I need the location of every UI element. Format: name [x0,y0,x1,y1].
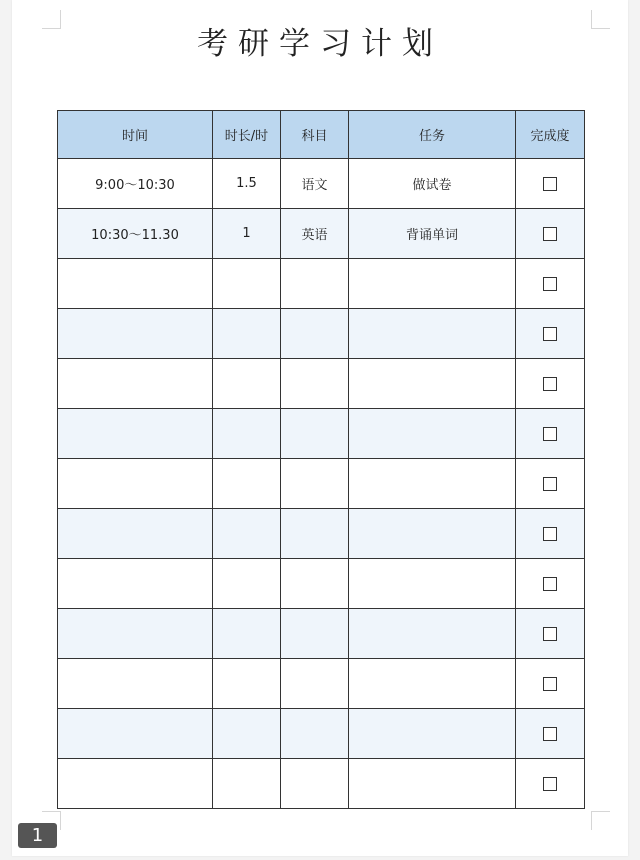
cell-subject[interactable]: 语文 [281,159,349,209]
cell-duration[interactable] [213,759,281,809]
completion-checkbox[interactable] [543,327,557,341]
page-title: 考研学习计划 [197,26,443,62]
cell-duration[interactable] [213,609,281,659]
cell-time[interactable] [58,459,213,509]
cell-time[interactable]: 9:00～10:30 [58,159,213,209]
cell-duration[interactable]: 1 [213,209,281,259]
cell-time[interactable] [58,359,213,409]
completion-checkbox[interactable] [543,677,557,691]
completion-checkbox[interactable] [543,227,557,241]
cell-task[interactable]: 背诵单词 [349,209,516,259]
completion-checkbox[interactable] [543,727,557,741]
cell-completion [516,259,585,309]
table-header-row [58,111,585,159]
cell-duration[interactable] [213,359,281,409]
header-duration: 时长/时 [213,111,281,159]
cell-time[interactable] [58,609,213,659]
cell-subject[interactable] [281,459,349,509]
cell-subject[interactable] [281,359,349,409]
cell-task[interactable] [349,609,516,659]
cell-task[interactable] [349,509,516,559]
header-completion: 完成度 [516,111,585,159]
cell-duration[interactable] [213,559,281,609]
table-row [58,159,585,209]
cell-task[interactable] [349,559,516,609]
cell-time[interactable] [58,309,213,359]
cell-completion [516,309,585,359]
cell-task[interactable] [349,459,516,509]
header-time: 时间 [58,111,213,159]
cell-completion [516,159,585,209]
cell-duration[interactable] [213,509,281,559]
table-row [58,659,585,709]
completion-checkbox[interactable] [543,577,557,591]
completion-checkbox[interactable] [543,527,557,541]
cell-subject[interactable] [281,659,349,709]
cell-duration[interactable] [213,259,281,309]
cell-completion [516,359,585,409]
cell-completion [516,609,585,659]
table-row [58,359,585,409]
table-row [58,409,585,459]
cell-time[interactable]: 10:30～11.30 [58,209,213,259]
table-body [58,159,585,809]
table-row [58,309,585,359]
cell-duration[interactable] [213,309,281,359]
cell-completion [516,209,585,259]
cell-completion [516,409,585,459]
cell-task[interactable]: 做试卷 [349,159,516,209]
cell-time[interactable] [58,659,213,709]
cell-subject[interactable] [281,709,349,759]
cell-duration[interactable] [213,709,281,759]
cell-subject[interactable] [281,509,349,559]
cell-completion [516,559,585,609]
completion-checkbox[interactable] [543,377,557,391]
completion-checkbox[interactable] [543,627,557,641]
cell-time[interactable] [58,409,213,459]
table-row [58,759,585,809]
cell-duration[interactable] [213,459,281,509]
cell-completion [516,759,585,809]
header-task: 任务 [349,111,516,159]
cell-time[interactable] [58,709,213,759]
completion-checkbox[interactable] [543,777,557,791]
table-row [58,559,585,609]
header-subject: 科目 [281,111,349,159]
cell-subject[interactable] [281,409,349,459]
study-plan-table [57,110,585,809]
table-row [58,609,585,659]
cell-time[interactable] [58,509,213,559]
cell-subject[interactable] [281,759,349,809]
cell-time[interactable] [58,259,213,309]
cell-duration[interactable] [213,409,281,459]
cell-completion [516,659,585,709]
page-number-badge[interactable]: 1 [18,823,57,848]
cell-completion [516,509,585,559]
cell-time[interactable] [58,759,213,809]
cell-completion [516,459,585,509]
document-page [12,0,628,856]
cell-task[interactable] [349,409,516,459]
table-row [58,509,585,559]
cell-time[interactable] [58,559,213,609]
cell-completion [516,709,585,759]
completion-checkbox[interactable] [543,427,557,441]
cell-task[interactable] [349,659,516,709]
cell-task[interactable] [349,759,516,809]
table-row [58,209,585,259]
cell-subject[interactable] [281,609,349,659]
completion-checkbox[interactable] [543,177,557,191]
table-row [58,709,585,759]
crop-mark-bottom-right [591,811,610,830]
cell-subject[interactable]: 英语 [281,209,349,259]
cell-task[interactable] [349,359,516,409]
cell-subject[interactable] [281,309,349,359]
table-row [58,259,585,309]
cell-task[interactable] [349,259,516,309]
completion-checkbox[interactable] [543,477,557,491]
cell-task[interactable] [349,309,516,359]
table-row [58,459,585,509]
cell-subject[interactable] [281,559,349,609]
cell-task[interactable] [349,709,516,759]
cell-subject[interactable] [281,259,349,309]
completion-checkbox[interactable] [543,277,557,291]
cell-duration[interactable] [213,659,281,709]
cell-duration[interactable]: 1.5 [213,159,281,209]
